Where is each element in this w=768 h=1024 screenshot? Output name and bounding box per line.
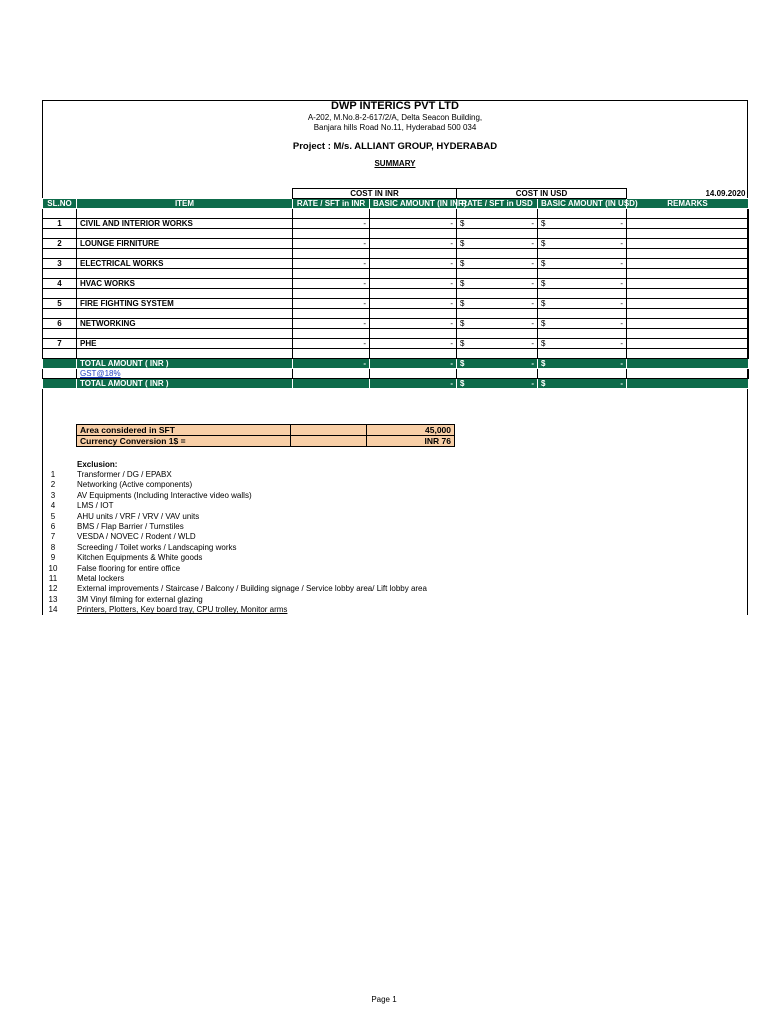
row-item: PHE bbox=[77, 339, 293, 349]
area-label: Area considered in SFT bbox=[77, 425, 291, 436]
row-rate-usd: - bbox=[531, 239, 535, 248]
address-line-2: Banjara hills Road No.11, Hyderabad 500 034 bbox=[313, 123, 477, 132]
row-basic-inr: - bbox=[370, 339, 457, 349]
col-basic-usd: BASIC AMOUNT (IN USD) bbox=[538, 199, 627, 209]
list-item bbox=[42, 543, 748, 553]
letterhead bbox=[42, 100, 748, 169]
conversion-row bbox=[77, 436, 455, 447]
conversion-label: Currency Conversion 1$ = bbox=[77, 436, 291, 447]
row-item: HVAC WORKS bbox=[77, 279, 293, 289]
exclusion-number: 10 bbox=[48, 563, 58, 573]
row-rate-inr: - bbox=[293, 279, 370, 289]
exclusion-number: 14 bbox=[48, 605, 58, 615]
row-basic-inr: - bbox=[370, 279, 457, 289]
row-basic-usd: - bbox=[620, 259, 624, 268]
row-rate-usd: - bbox=[531, 299, 535, 308]
date: 14.09.2020 bbox=[705, 188, 746, 198]
table-row bbox=[43, 239, 749, 249]
row-basic-inr: - bbox=[370, 259, 457, 269]
page-number: Page 1 bbox=[371, 995, 397, 1004]
exclusion-number: 2 bbox=[50, 480, 56, 490]
spacer-row bbox=[43, 309, 749, 319]
list-item bbox=[42, 574, 748, 584]
exclusion-number: 7 bbox=[50, 532, 56, 542]
col-rate-inr: RATE / SFT in INR bbox=[293, 199, 370, 209]
total-rate-inr: - bbox=[293, 359, 370, 369]
exclusion-text: AV Equipments (Including Interactive video walls) bbox=[77, 490, 252, 500]
row-basic-usd: - bbox=[620, 319, 624, 328]
currency-symbol: $ bbox=[541, 239, 546, 248]
exclusion-title: Exclusion: bbox=[77, 460, 118, 469]
row-basic-usd: - bbox=[620, 299, 624, 308]
spacer-row bbox=[43, 269, 749, 279]
row-item: CIVIL AND INTERIOR WORKS bbox=[77, 219, 293, 229]
row-rate-inr: - bbox=[293, 299, 370, 309]
exclusion-number: 3 bbox=[50, 490, 56, 500]
currency-symbol: $ bbox=[460, 239, 465, 248]
row-item: LOUNGE FIRNITURE bbox=[77, 239, 293, 249]
grand-total-basic-usd: - bbox=[620, 379, 624, 388]
exclusion-text: BMS / Flap Barrier / Turnstiles bbox=[77, 522, 184, 531]
currency-symbol: $ bbox=[541, 279, 546, 288]
total-rate-usd: - bbox=[531, 359, 535, 368]
currency-symbol: $ bbox=[460, 319, 465, 328]
row-remarks bbox=[627, 339, 749, 349]
group-header-row bbox=[43, 189, 749, 199]
row-rate-usd: - bbox=[531, 279, 535, 288]
cost-in-inr-header: COST IN INR bbox=[293, 189, 457, 199]
exclusion-text: 3M Vinyl filming for external glazing bbox=[77, 594, 203, 604]
address-line-1: A-202, M.No.8-2-617/2/A, Delta Seacon Building, bbox=[307, 113, 483, 122]
currency-symbol: $ bbox=[460, 339, 465, 348]
row-remarks bbox=[627, 299, 749, 309]
cost-summary-table bbox=[42, 188, 749, 389]
exclusion-number: 9 bbox=[50, 553, 56, 563]
row-slno: 3 bbox=[43, 259, 77, 269]
exclusion-text: LMS / IOT bbox=[77, 501, 114, 511]
exclusion-number: 4 bbox=[50, 501, 56, 511]
table-row bbox=[43, 339, 749, 349]
currency-symbol: $ bbox=[541, 319, 546, 328]
list-item bbox=[42, 595, 748, 605]
exclusion-text: Kitchen Equipments & White goods bbox=[77, 553, 203, 563]
area-row bbox=[77, 425, 455, 436]
row-basic-inr: - bbox=[370, 319, 457, 329]
row-slno: 7 bbox=[43, 339, 77, 349]
exclusion-number: 13 bbox=[48, 594, 58, 604]
row-item: NETWORKING bbox=[77, 319, 293, 329]
exclusion-number: 8 bbox=[50, 542, 56, 552]
project-title: Project : M/s. ALLIANT GROUP, HYDERABAD bbox=[292, 141, 498, 152]
list-item bbox=[42, 553, 748, 563]
col-remarks: REMARKS bbox=[627, 199, 749, 209]
exclusion-number: 11 bbox=[48, 574, 58, 583]
exclusion-text: Metal lockers bbox=[77, 574, 125, 583]
currency-symbol: $ bbox=[541, 299, 546, 308]
grand-total-basic-inr: - bbox=[370, 379, 457, 389]
row-remarks bbox=[627, 319, 749, 329]
row-basic-inr: - bbox=[370, 299, 457, 309]
currency-symbol: $ bbox=[541, 259, 546, 268]
table-row bbox=[43, 259, 749, 269]
exclusion-text: Printers, Plotters, Key board tray, CPU trolley, Monitor arms bbox=[77, 605, 288, 615]
row-slno: 5 bbox=[43, 299, 77, 309]
gst-row bbox=[43, 369, 749, 379]
currency-symbol: $ bbox=[460, 259, 465, 268]
row-rate-inr: - bbox=[293, 219, 370, 229]
table-row bbox=[43, 299, 749, 309]
table-row bbox=[43, 279, 749, 289]
row-basic-usd: - bbox=[620, 239, 624, 248]
list-item bbox=[42, 470, 748, 480]
row-rate-inr: - bbox=[293, 259, 370, 269]
col-item: ITEM bbox=[77, 199, 293, 209]
cost-in-usd-header: COST IN USD bbox=[457, 189, 627, 199]
spacer-row bbox=[43, 249, 749, 259]
spacer-row bbox=[43, 329, 749, 339]
exclusion-number: 5 bbox=[50, 511, 56, 521]
row-rate-usd: - bbox=[531, 219, 535, 228]
row-remarks bbox=[627, 259, 749, 269]
row-slno: 6 bbox=[43, 319, 77, 329]
currency-symbol: $ bbox=[460, 299, 465, 308]
currency-symbol: $ bbox=[460, 219, 465, 228]
column-header-row bbox=[43, 199, 749, 209]
grand-total-label: TOTAL AMOUNT ( INR ) bbox=[77, 379, 293, 389]
row-rate-inr: - bbox=[293, 319, 370, 329]
row-basic-usd: - bbox=[620, 279, 624, 288]
col-basic-inr: BASIC AMOUNT (IN INR) bbox=[370, 199, 457, 209]
currency-symbol: $ bbox=[460, 359, 465, 368]
spacer-row bbox=[43, 229, 749, 239]
table-row bbox=[43, 319, 749, 329]
row-remarks bbox=[627, 219, 749, 229]
row-basic-usd: - bbox=[620, 339, 624, 348]
spacer-row bbox=[43, 349, 749, 359]
row-rate-inr: - bbox=[293, 339, 370, 349]
row-item: FIRE FIGHTING SYSTEM bbox=[77, 299, 293, 309]
row-slno: 4 bbox=[43, 279, 77, 289]
col-rate-usd: RATE / SFT in USD bbox=[457, 199, 538, 209]
exclusion-number: 1 bbox=[50, 470, 56, 479]
row-rate-inr: - bbox=[293, 239, 370, 249]
conversion-value: INR 76 bbox=[367, 436, 455, 447]
list-item bbox=[42, 564, 748, 574]
exclusion-text: AHU units / VRF / VRV / VAV units bbox=[77, 511, 200, 521]
grand-total-row bbox=[43, 379, 749, 389]
exclusion-text: Screeding / Toilet works / Landscaping works bbox=[77, 542, 237, 552]
exclusion-text: Networking (Active components) bbox=[77, 480, 193, 490]
total-basic-usd: - bbox=[620, 359, 624, 368]
currency-symbol: $ bbox=[541, 359, 546, 368]
row-basic-inr: - bbox=[370, 239, 457, 249]
list-item bbox=[42, 491, 748, 501]
exclusion-number: 6 bbox=[50, 522, 56, 531]
row-rate-usd: - bbox=[531, 319, 535, 328]
list-item bbox=[42, 532, 748, 542]
exclusion-text: False flooring for entire office bbox=[77, 563, 181, 573]
currency-symbol: $ bbox=[541, 219, 546, 228]
currency-symbol: $ bbox=[541, 339, 546, 348]
total-basic-inr: - bbox=[370, 359, 457, 369]
currency-symbol: $ bbox=[541, 379, 546, 388]
summary-heading: SUMMARY bbox=[374, 159, 416, 168]
list-item bbox=[42, 522, 748, 532]
list-item bbox=[42, 512, 748, 522]
row-item: ELECTRICAL WORKS bbox=[77, 259, 293, 269]
row-remarks bbox=[627, 279, 749, 289]
area-table bbox=[76, 424, 455, 447]
summary-sheet bbox=[42, 100, 748, 615]
area-value: 45,000 bbox=[367, 425, 455, 436]
spacer-row bbox=[43, 209, 749, 219]
row-basic-inr: - bbox=[370, 219, 457, 229]
company-name: DWP INTERICS PVT LTD bbox=[331, 100, 459, 112]
col-slno: SL.NO bbox=[43, 199, 77, 209]
row-remarks bbox=[627, 239, 749, 249]
currency-symbol: $ bbox=[460, 279, 465, 288]
list-item bbox=[42, 480, 748, 490]
currency-symbol: $ bbox=[460, 379, 465, 388]
list-item bbox=[42, 605, 748, 615]
item-rows bbox=[43, 209, 749, 359]
row-slno: 1 bbox=[43, 219, 77, 229]
row-rate-usd: - bbox=[531, 339, 535, 348]
total-row bbox=[43, 359, 749, 369]
list-item bbox=[42, 501, 748, 511]
grand-total-rate-usd: - bbox=[531, 379, 535, 388]
row-slno: 2 bbox=[43, 239, 77, 249]
list-item bbox=[42, 584, 748, 594]
exclusion-number: 12 bbox=[48, 584, 58, 594]
exclusion-text: VESDA / NOVEC / Rodent / WLD bbox=[77, 532, 196, 542]
table-row bbox=[43, 219, 749, 229]
total-label: TOTAL AMOUNT ( INR ) bbox=[77, 359, 293, 369]
spacer-row bbox=[43, 289, 749, 299]
exclusion-text: Transformer / DG / EPABX bbox=[77, 470, 172, 479]
gst-link[interactable]: GST@18% bbox=[80, 369, 121, 378]
exclusion-text: External improvements / Staircase / Balcony / Building signage / Service lobby area/ Lift lobby area bbox=[77, 584, 427, 594]
row-basic-usd: - bbox=[620, 219, 624, 228]
row-rate-usd: - bbox=[531, 259, 535, 268]
